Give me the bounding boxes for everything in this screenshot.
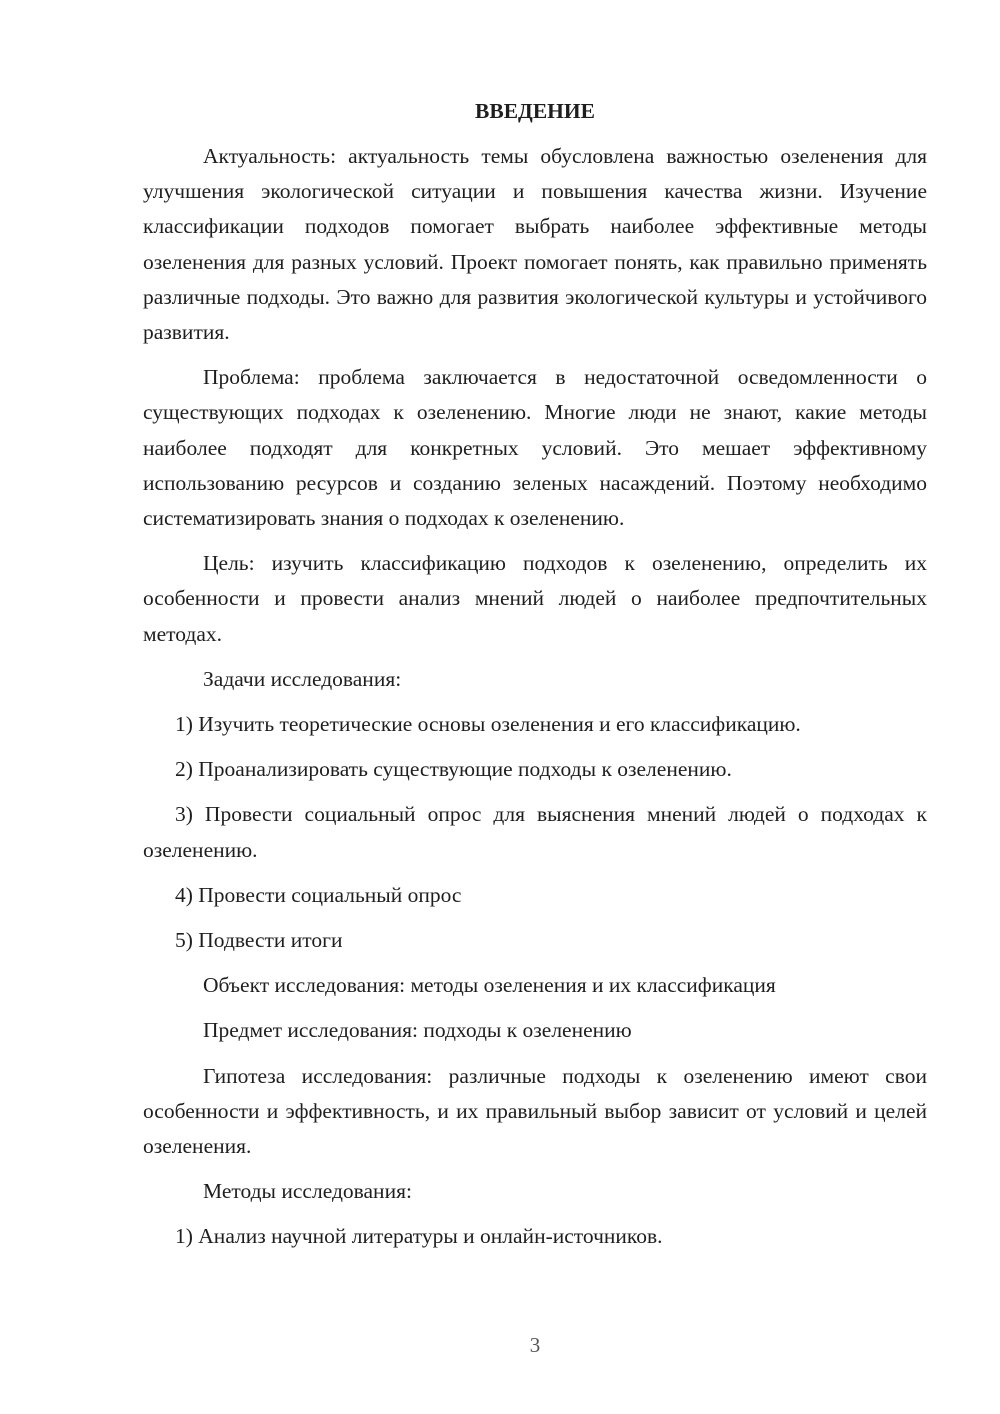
task-item-5: 5) Подвести итоги: [175, 928, 343, 953]
page-content: [143, 94, 927, 1255]
research-subject: Предмет исследования: подходы к озеленению: [203, 1018, 632, 1043]
research-object: Объект исследования: методы озеленения и их классификация: [203, 973, 776, 998]
paragraph-problem: Проблема: проблема заключается в недостаточной осведомленности о существующих подходах к озеленению. Многие люди не знают, какие методы наиболее подходят для конкретных условий. Это мешает эффективному использованию ресурсов и созданию зеленых насаждений. Поэтому необходимо систематизировать знания о подходах к озеленению.: [143, 365, 927, 531]
page-number: 3: [529, 1333, 541, 1357]
research-hypothesis: Гипотеза исследования: различные подходы к озеленению имеют свои особенности и эффективность, и их правильный выбор зависит от условий и целей озеленения.: [143, 1063, 927, 1159]
task-item-4: 4) Провести социальный опрос: [175, 882, 462, 907]
methods-heading: Методы исследования:: [203, 1179, 412, 1204]
task-item-1: 1) Изучить теоретические основы озеленения и его классификацию.: [175, 712, 801, 737]
task-item-3: 3) Провести социальный опрос для выяснения мнений людей о подходах к озеленению.: [143, 802, 927, 862]
method-item-1: 1) Анализ научной литературы и онлайн-источников.: [175, 1224, 663, 1249]
section-title: ВВЕДЕНИЕ: [475, 99, 595, 123]
tasks-heading: Задачи исследования:: [203, 666, 402, 691]
task-item-2: 2) Проанализировать существующие подходы к озеленению.: [175, 757, 732, 782]
paragraph-goal: Цель: изучить классификацию подходов к озеленению, определить их особенности и провести анализ мнений людей о наиболее предпочтительных методах.: [143, 551, 927, 646]
paragraph-relevance: Актуальность: актуальность темы обусловлена важностью озеленения для улучшения экологической ситуации и повышения качества жизни. Изучение классификации подходов помогает выбрать наиболее эффективные методы озеленения для разных условий. Проект помогает понять, как правильно применять различные подходы. Это важно для развития экологической культуры и устойчивого развития.: [143, 144, 927, 345]
